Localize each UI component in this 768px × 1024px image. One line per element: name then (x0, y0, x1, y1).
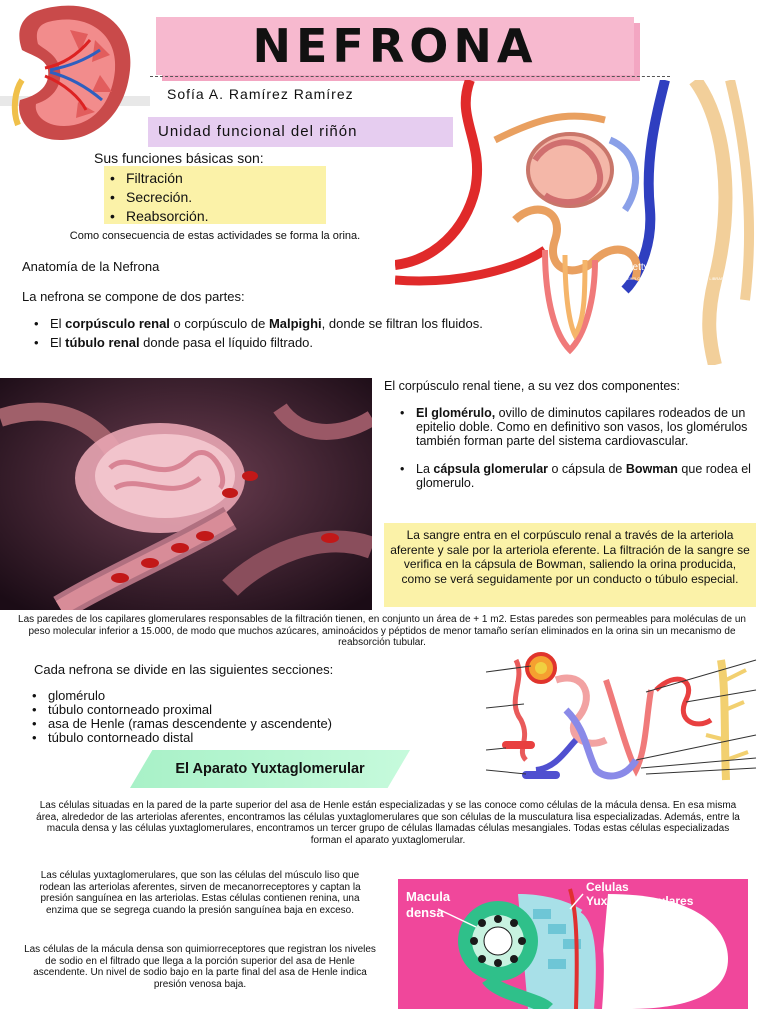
juxta-heading: El Aparato Yuxtaglomerular (175, 761, 365, 777)
title-divider (150, 76, 670, 77)
list-item: • Reabsorción. (106, 207, 209, 226)
list-item: • túbulo contorneado proximal (28, 703, 468, 717)
list-item: • El corpúsculo renal o corpúsculo de Malpighi, donde se filtran los fluidos. (30, 316, 500, 331)
juxta-cells-paragraph: Las células situadas en la pared de la parte superior del asa de Henle están especializadas y se las conoce como células de la mácula densa. En esa misma área, alrededor de las arteriolas aferentes, encontramos las células yuxtaglomerulares que son células de la musculatura lisa especializadas. Además, entre la macula densa y las células yuxtaglomerulares, encontramos un tercer grupo de células llamadas células mesangiales. Todas estas células especializadas forman el aparato yuxtaglomerular. (36, 800, 740, 846)
sections-list (28, 689, 468, 745)
blood-note: La sangre entra en el corpúsculo renal a través de la arteriola aferente y sale por la arteriola eferente. La filtración de la sangre se verifica en la cápsula de Bowman, saliendo la orina producida, como se verá seguidamente por un conducto o túbulo especial. (390, 528, 750, 586)
page-subtitle: Unidad funcional del riñón (158, 123, 358, 140)
cells-label-line2: Yuxtaglomerulares (586, 894, 694, 908)
consequence-text: Como consecuencia de estas actividades se forma la orina. (69, 230, 361, 242)
author-name: Sofía A. Ramírez Ramírez (167, 86, 354, 102)
getty-watermark: gettyimages (627, 262, 681, 273)
two-parts-text: La nefrona se compone de dos partes: (22, 289, 245, 304)
list-item: • El glomérulo, ovillo de diminutos capilares rodeados de un epitelio doble. Como en definitivo son vasos, los glomérulos también forman parte del sistema cardiovascular. (396, 406, 758, 448)
getty-credit: EXPLORISCIENTSTUDIO/SCIENCE PHOTO LIBRARY (627, 276, 727, 281)
list-item: • túbulo contorneado distal (28, 731, 468, 745)
list-item: • La cápsula glomerular o cápsula de Bowman que rodea el glomerulo. (396, 462, 758, 490)
list-item: • El túbulo renal donde pasa el líquido filtrado. (30, 335, 500, 350)
sections-intro: Cada nefrona se divide en las siguientes secciones: (34, 662, 334, 677)
juxtaglomerular-cells-paragraph: Las células yuxtaglomerulares, que son las células del músculo liso que rodean las arteriolas aferentes, sirven de mecanorreceptores y captan la presión sanguínea en las arteriolas. Estas células contienen renina, una enzima que se segrega cuando la presión sanguínea baja en exceso. (39, 870, 361, 916)
cells-label-line1: Celulas (586, 880, 629, 894)
functions-list (106, 169, 209, 226)
glomerulus-illustration (0, 378, 372, 610)
macula-label-line2: densa (406, 905, 444, 920)
macula-densa-paragraph: Las células de la mácula densa son quimiorreceptores que registran los niveles de sodio en el filtrado que llega a la porción superior del asa de Henle ascendente. Un nivel de sodio bajo en la parte final del asa de Henle indica presión venosa baja. (24, 944, 376, 990)
list-item: • glomérulo (28, 689, 468, 703)
parts-list (30, 316, 500, 354)
kidney-illustration (0, 0, 150, 150)
functions-intro: Sus funciones básicas son: (94, 150, 264, 166)
nephron-sections-diagram (486, 640, 768, 790)
list-item: • asa de Henle (ramas descendente y ascendente) (28, 717, 468, 731)
juxtaglomerular-diagram (398, 879, 748, 1009)
list-item: • Filtración (106, 169, 209, 188)
walls-paragraph: Las paredes de los capilares glomerulares responsables de la filtración tienen, en conjunto un área de + 1 m2. Estas paredes son permeables para moléculas de un peso molecular inferior a 15.000, de modo que muchos azúcares, aminoácidos y péptidos de menor tamaño serían eliminados en la orina sin un mecanismo de reabsorción tubular. (18, 614, 746, 648)
corpuscle-list (396, 406, 758, 504)
list-item: • Secreción. (106, 188, 209, 207)
anatomy-heading: Anatomía de la Nefrona (22, 259, 160, 274)
page-title: NEFRONA (252, 19, 538, 73)
macula-label-line1: Macula (406, 889, 451, 904)
corpuscle-intro: El corpúsculo renal tiene, a su vez dos componentes: (384, 379, 681, 393)
